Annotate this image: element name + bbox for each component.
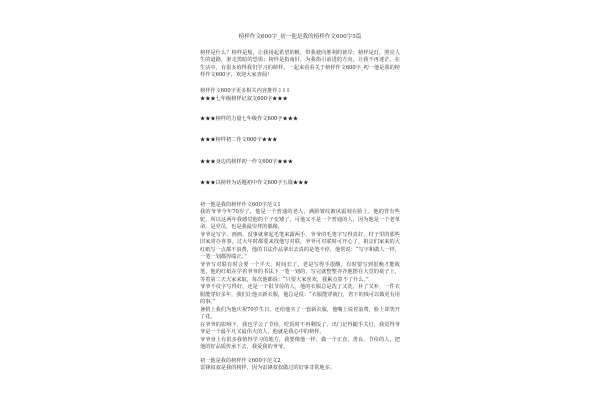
essay-1-body [200, 209, 400, 352]
document-title: 榜样作文600字_初一他是我的榜样作文600字5篇 [238, 34, 362, 40]
essay-paragraph: 我的爷爷今年70岁了，他是一个普通的老人，满脸皱纹被风霜刻在脸上，他的背有些驼，所以这两年我感觉他的个子变矮了，可他又不是一个普通的人，因为他是一个老革命，是党员，也是我最崇拜的偶像。 [200, 209, 400, 230]
essay-paragraph: 爷爷写对联有时会要一个半天，时间长了，老是写得手很酸，有时要写到很晚才能收笔，他的红纸在学着爷爷的书法下一笔一划的，写完就整整齐齐地摆在大堂的桌子上，等着第二天大家来取，每次他都说：“只要大家喜欢，我累点算不了什么。” [200, 261, 400, 283]
essay-1-title: 初一他是我的榜样作文600字范文1 [200, 201, 281, 208]
essay-paragraph: 爷爷是写字、画画、没事就拿起毛笔来露两手，爷爷的毛笔字写得真好，村子里的那些旧家常办喜事，过大年时都要来找他写对联，爷爷可对联时可开心了，祖宗们家来的大红纸写一点都不浪费，他的书法作品拿出去真的是笔不停，他常说：“写字和做人一样，一笔一划都得端正。” [200, 231, 400, 260]
recommend-header: 榜样作文600字更多相关内容推荐⇩⇩⇩ [200, 87, 291, 94]
recommend-link[interactable]: ★★★七年级榜样记叙文600字★★★ [200, 96, 288, 102]
essay-paragraph: 爷爷不仅字写得好，还是一个很节俭的人，他的衣服总是洗了又洗，补了又补，一件衣服能穿好多年，我们让他买新衣服，他总是说：“衣服能穿就行，省下的钱可以做更有用的事。” [200, 284, 400, 305]
essay-paragraph: 爷爷身上有很多我值得学习的地方，我要像他一样，做一个正直、善良、节俭的人，把他的好品质传承下去，我爱我的爷爷。 [200, 336, 400, 350]
intro-paragraph: 榜样是什么？榜样是船，让我扬起希望的帆，带我驶向胜利的彼岸；榜样是灯，照亮人生的道路，驱走黑暗的恐惧；榜样是指南针，为我指引前进的方向，让我不再迷茫。在生活中，有很多值得我们学习的榜样。一起来看看关于榜样作文600字_初一他是我的榜样作文600字，欢迎大家查阅！ [200, 49, 400, 78]
recommend-link[interactable]: ★★★榜样初二作文600字★★★ [200, 137, 278, 143]
document-body [200, 0, 400, 373]
essay-paragraph: 在爷爷的影响下，我也学会了节俭，吃饭时不再剩饭了，出门记得随手关灯，我觉得爷爷是一个最平凡又最伟大的人，他就是我心中的榜样。 [200, 321, 400, 335]
recommend-link[interactable]: ★★★榜样的力量七年级作文600字★★★ [200, 115, 299, 122]
recommend-link[interactable]: ★★★以榜样为话题初中作文600字五篇★★★ [200, 180, 309, 186]
essay-2-first-line: 雷锋叔叔是我的榜样，因为雷锋叔叔做过的好事非常地多。 [200, 365, 335, 371]
recommend-link[interactable]: ★★★身边的榜样初一作文600字★★★ [200, 158, 293, 165]
essay-2-title: 初一他是我的榜样作文600字范文2 [200, 357, 281, 364]
essay-paragraph: 暑假上我们为他庆祝70岁生日，还给他买了一套新衣服，他嘴上说着浪费，脸上却笑开了花。 [200, 306, 400, 320]
